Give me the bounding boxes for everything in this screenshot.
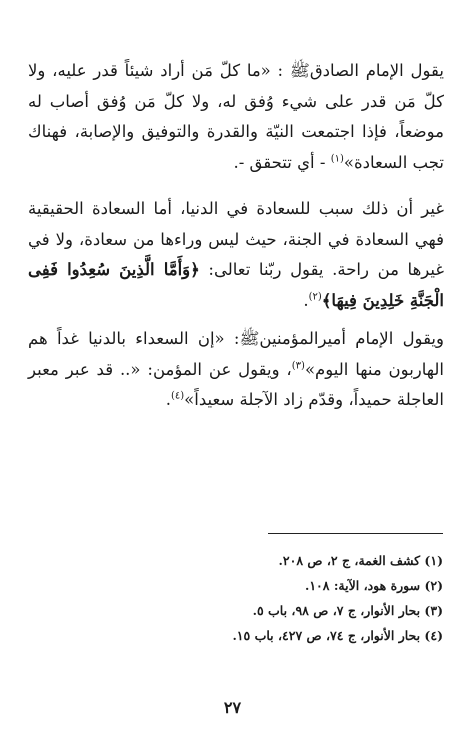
footnote-ref-4: (٤) bbox=[170, 390, 185, 402]
footnotes bbox=[143, 548, 443, 648]
paragraph-tail: . bbox=[165, 390, 171, 409]
body-text bbox=[28, 56, 444, 416]
footnote-3: (٣) بحار الأنوار، ج ٧، ص ٩٨، باب ٥. bbox=[252, 603, 443, 618]
footnote-1: (١) كشف الغمة، ج ٢، ص ٢٠٨. bbox=[278, 553, 443, 568]
footnote-ref-3: (٣) bbox=[291, 360, 305, 371]
footnote-4: (٤) بحار الأنوار، ج ٧٤، ص ٤٢٧، باب ١٥. bbox=[232, 628, 443, 643]
paragraph-text: ويقول الإمام أميرالمؤمنينﷺ: «إن السعداء بالدنيا غداً هم الهاربون منها اليوم» bbox=[28, 329, 444, 379]
paragraph-imam-sadiq-quote bbox=[28, 56, 444, 178]
page-number: ٢٧ bbox=[223, 698, 242, 717]
paragraph-tail: . bbox=[303, 290, 309, 310]
footnote-2: (٢) سورة هود، الآية: ١٠٨. bbox=[304, 578, 443, 593]
quran-verse: ﴿وَأَمَّا الَّذِينَ سُعِدُوا فَفِى الْجَنَّةِ خَلِدِينَ فِيهَا﴾ bbox=[28, 260, 444, 310]
paragraph-amir-almuminin-quote bbox=[28, 324, 444, 416]
footnote-divider bbox=[268, 533, 443, 534]
footnote-ref-2: (٢) bbox=[308, 291, 322, 302]
footnote-ref-1: (١) bbox=[330, 153, 344, 164]
paragraph-text: غير أن ذلك سبب للسعادة في الدنيا، أما السعادة الحقيقية فهي السعادة في الجنة، حيث ليس وراءها من سعادة، ولا في غيرها من راحة. يقول ربّنا تعالى: bbox=[28, 199, 444, 279]
paragraph-text-continued: ، ويقول عن المؤمن: «.. قد عبر معبر العاجلة حميداً، وقدّم زاد الآجلة سعيداً» bbox=[28, 359, 444, 409]
paragraph-tail: - أي تتحقق -. bbox=[233, 152, 331, 172]
paragraph-text: يقول الإمام الصادقﷺ : «ما كلّ مَن أراد شيئاً قدر عليه، ولا كلّ مَن قدر على شيء وُفق له، ولا كلّ مَن وُفق أصاب له موضعاً، فإذا اجتمعت النيّة والقدرة والتوفيق والإصابة، فهناك تجب السعادة» bbox=[28, 61, 444, 172]
paragraph-true-happiness bbox=[28, 194, 444, 316]
